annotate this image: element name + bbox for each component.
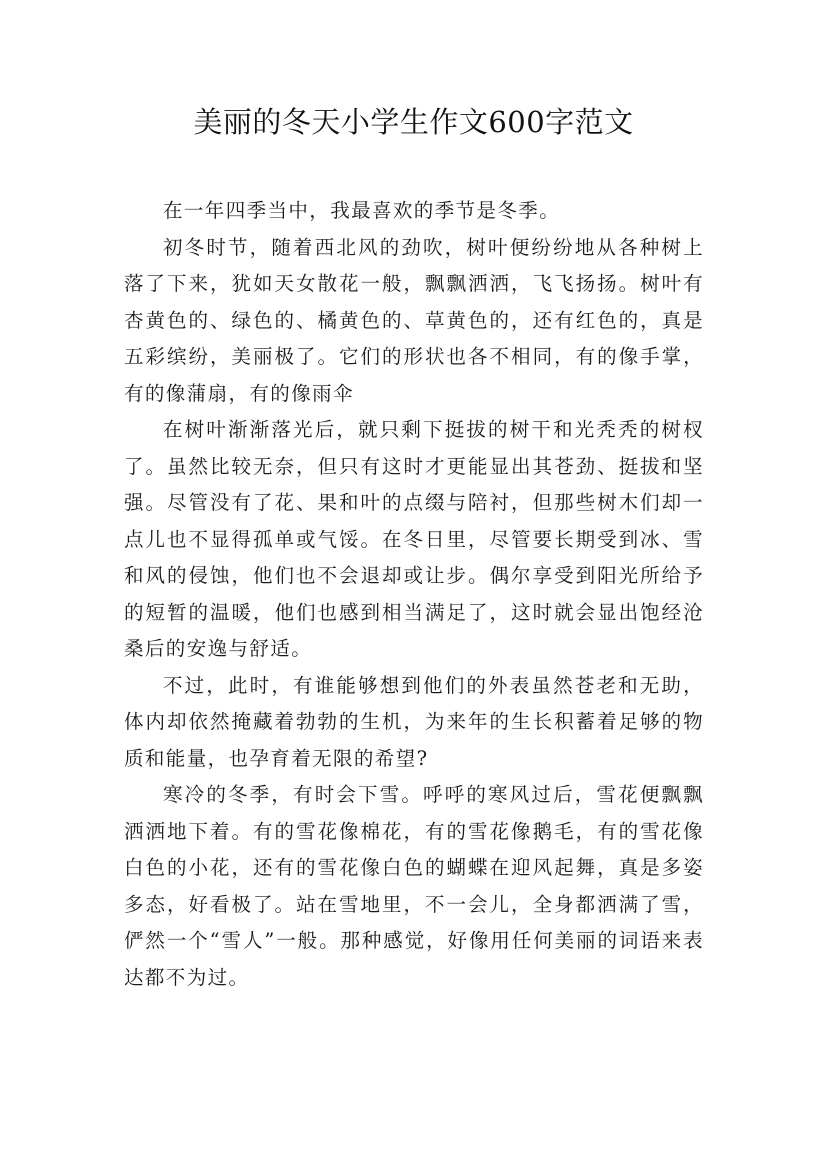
- document-title: 美丽的冬天小学生作文600字范文: [193, 105, 634, 139]
- paragraph: 不过，此时，有谁能够想到他们的外表虽然苍老和无助，体内却依然掩藏着勃勃的生机，为来年的生长积蓄着足够的物质和能量，也孕育着无限的希望?: [124, 673, 704, 770]
- paragraph: 寒冷的冬季，有时会下雪。呼呼的寒风过后，雪花便飘飘洒洒地下着。有的雪花像棉花，有的雪花像鹅毛，有的雪花像白色的小花，还有的雪花像白色的蝴蝶在迎风起舞，真是多姿多态，好看极了。站在雪地里，不一会儿，全身都洒满了雪，俨然一个“雪人”一般。那种感觉，好像用任何美丽的词语来表达都不为过。: [124, 783, 704, 989]
- paragraph: 初冬时节，随着西北风的劲吹，树叶便纷纷地从各种树上落了下来，犹如天女散花一般，飘飘洒洒，飞飞扬扬。树叶有杏黄色的、绿色的、橘黄色的、草黄色的，还有红色的，真是五彩缤纷，美丽极了。它们的形状也各不相同，有的像手掌，有的像蒲扇，有的像雨伞: [124, 235, 704, 405]
- paragraph: 在树叶渐渐落光后，就只剩下挺拔的树干和光秃秃的树杈了。虽然比较无奈，但只有这时才更能显出其苍劲、挺拔和坚强。尽管没有了花、果和叶的点缀与陪衬，但那些树木们却一点儿也不显得孤单或气馁。在冬日里，尽管要长期受到冰、雪和风的侵蚀，他们也不会退却或让步。偶尔享受到阳光所给予的短暂的温暖，他们也感到相当满足了，这时就会显出饱经沧桑后的安逸与舒适。: [124, 418, 704, 660]
- document-body: [124, 193, 704, 996]
- paragraph: 在一年四季当中，我最喜欢的季节是冬季。: [163, 199, 561, 222]
